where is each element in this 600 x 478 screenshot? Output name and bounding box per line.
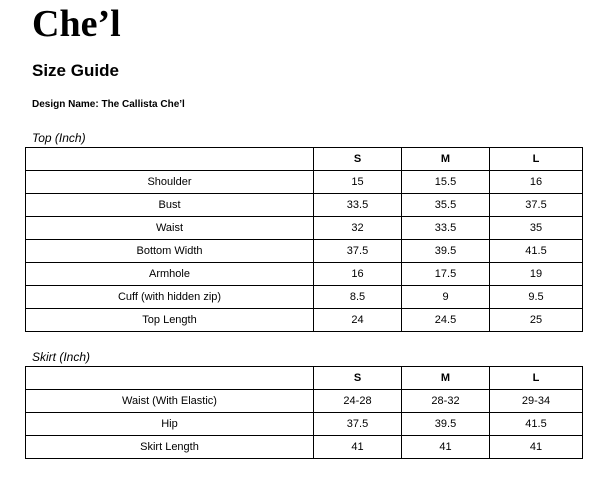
table-row	[26, 436, 583, 459]
size-value: 16	[314, 263, 402, 286]
size-value: 41.5	[490, 240, 583, 263]
size-value: 41.5	[490, 413, 583, 436]
measurement-label: Waist	[26, 217, 314, 240]
size-value: 39.5	[402, 413, 490, 436]
size-value: 37.5	[490, 194, 583, 217]
table-row	[26, 413, 583, 436]
skirt-section-label: Skirt (Inch)	[32, 350, 91, 364]
brand-logo: Che’l	[32, 3, 121, 45]
measurement-label: Waist (With Elastic)	[26, 390, 314, 413]
size-value: 24-28	[314, 390, 402, 413]
table-row	[26, 217, 583, 240]
table-row	[26, 171, 583, 194]
header-cell	[26, 148, 314, 171]
size-value: 35.5	[402, 194, 490, 217]
header-cell: S	[314, 367, 402, 390]
size-value: 9	[402, 286, 490, 309]
measurement-label: Hip	[26, 413, 314, 436]
measurement-label: Cuff (with hidden zip)	[26, 286, 314, 309]
top-section-label: Top (Inch)	[32, 131, 86, 145]
size-value: 8.5	[314, 286, 402, 309]
table-row	[26, 390, 583, 413]
header-cell	[26, 367, 314, 390]
size-value: 37.5	[314, 240, 402, 263]
table-row	[26, 240, 583, 263]
measurement-label: Shoulder	[26, 171, 314, 194]
measurement-label: Skirt Length	[26, 436, 314, 459]
size-value: 9.5	[490, 286, 583, 309]
measurement-label: Bottom Width	[26, 240, 314, 263]
size-value: 16	[490, 171, 583, 194]
size-value: 15	[314, 171, 402, 194]
skirt-size-table	[25, 366, 583, 459]
table-row	[26, 263, 583, 286]
table-header-row	[26, 148, 583, 171]
header-cell: M	[402, 367, 490, 390]
size-value: 39.5	[402, 240, 490, 263]
size-value: 35	[490, 217, 583, 240]
size-value: 19	[490, 263, 583, 286]
header-cell: L	[490, 148, 583, 171]
size-value: 41	[314, 436, 402, 459]
table-row	[26, 286, 583, 309]
size-value: 41	[402, 436, 490, 459]
page-title: Size Guide	[32, 61, 119, 80]
table-row	[26, 309, 583, 332]
size-value: 24	[314, 309, 402, 332]
size-value: 28-32	[402, 390, 490, 413]
size-value: 33.5	[402, 217, 490, 240]
measurement-label: Bust	[26, 194, 314, 217]
size-value: 24.5	[402, 309, 490, 332]
top-size-table	[25, 147, 583, 332]
size-value: 25	[490, 309, 583, 332]
table-row	[26, 194, 583, 217]
design-name: Design Name: The Callista Che’l	[32, 99, 185, 110]
table-header-row	[26, 367, 583, 390]
size-value: 33.5	[314, 194, 402, 217]
measurement-label: Top Length	[26, 309, 314, 332]
size-value: 37.5	[314, 413, 402, 436]
size-value: 15.5	[402, 171, 490, 194]
header-cell: L	[490, 367, 583, 390]
size-value: 29-34	[490, 390, 583, 413]
size-value: 41	[490, 436, 583, 459]
size-value: 17.5	[402, 263, 490, 286]
header-cell: M	[402, 148, 490, 171]
measurement-label: Armhole	[26, 263, 314, 286]
header-cell: S	[314, 148, 402, 171]
size-value: 32	[314, 217, 402, 240]
